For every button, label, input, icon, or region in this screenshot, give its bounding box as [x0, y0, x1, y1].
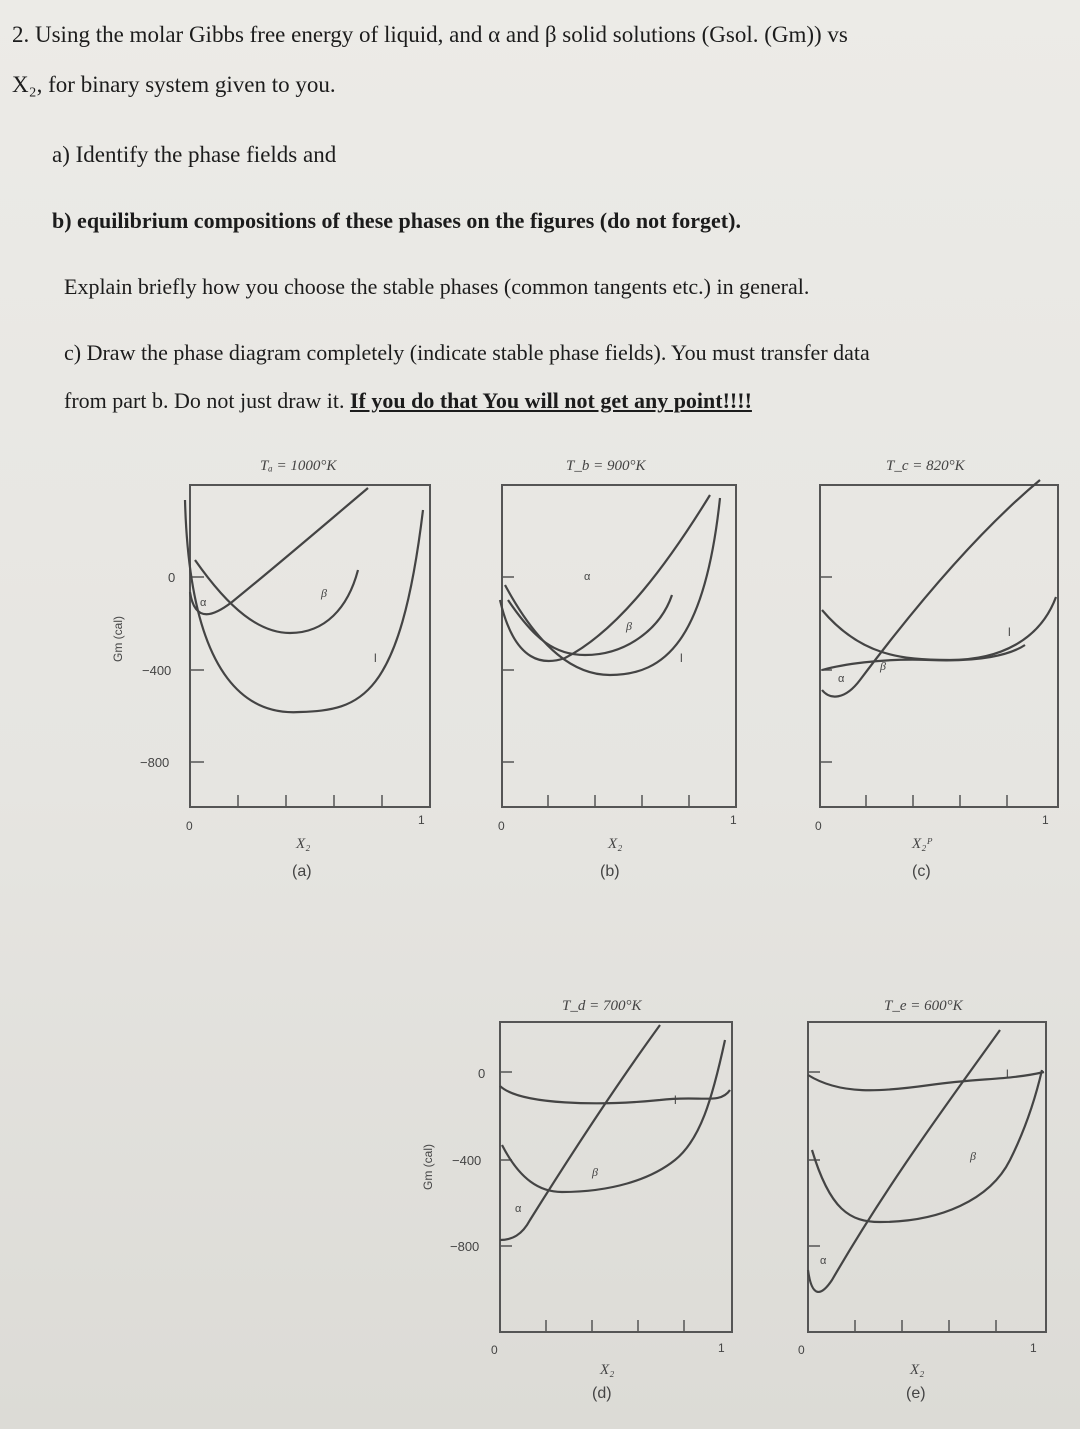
panel-c — [815, 458, 1058, 880]
panel-d-curve-alpha — [500, 1025, 660, 1240]
part-c-line-1: c) Draw the phase diagram completely (indicate stable phase fields). You must transfer data — [64, 340, 870, 365]
panel-a-y-axis-label: Gm (cal) — [111, 616, 125, 662]
panel-e-temperature: T_e = 600°K — [884, 998, 963, 1014]
panel-c-temperature: T_c = 820°K — [886, 458, 965, 474]
panel-b-x-max: 1 — [730, 813, 737, 827]
panel-c-caption: (c) — [912, 863, 931, 880]
panel-a-x-min: 0 — [186, 819, 193, 833]
question-line-1: 2. Using the molar Gibbs free energy of liquid, and α and β solid solutions (Gsol. (Gm)) vs — [12, 22, 848, 47]
panel-a-curve-beta — [195, 560, 358, 633]
panel-d-x-max: 1 — [718, 1341, 725, 1355]
panel-d-caption: (d) — [592, 1385, 612, 1402]
panel-a-y-tick-400: −400 — [142, 663, 172, 678]
panel-e — [798, 998, 1046, 1402]
panel-e-curve-beta — [812, 1070, 1042, 1222]
part-a: a) Identify the phase fields and — [52, 142, 337, 167]
panel-b-curve-beta — [508, 595, 672, 655]
panel-d-y-tick-400: −400 — [452, 1153, 482, 1168]
part-c-text: from part b. Do not just draw it. — [64, 388, 350, 413]
panel-c-label-beta: β — [880, 659, 886, 673]
explain-instruction: Explain briefly how you choose the stable phases (common tangents etc.) in general. — [64, 274, 810, 299]
panel-a-label-beta: β — [321, 586, 327, 600]
panel-c-x-max: 1 — [1042, 813, 1049, 827]
panel-b-label-liquid: l — [680, 651, 683, 665]
panel-b-frame — [502, 485, 736, 807]
panel-d-frame — [500, 1022, 732, 1332]
panel-b — [498, 458, 737, 880]
panel-b-x-axis-label: X₂ — [608, 836, 623, 852]
panel-e-caption: (e) — [906, 1385, 926, 1402]
panel-d-label-beta: β — [592, 1165, 598, 1179]
question-line-2: X₂, for binary system given to you. — [12, 72, 336, 97]
panel-a-y-tick-0: 0 — [168, 570, 176, 585]
panel-d-y-tick-800: −800 — [450, 1239, 480, 1254]
panel-c-curve-beta — [822, 645, 1025, 670]
panel-d-temperature: T_d = 700°K — [562, 998, 642, 1014]
panel-c-label-liquid: l — [1008, 625, 1011, 639]
panel-e-label-liquid: l — [1006, 1067, 1009, 1081]
panel-c-label-alpha: α — [838, 673, 845, 685]
panel-c-curve-liquid — [822, 597, 1056, 660]
panel-a-temperature: Tₐ = 1000°K — [260, 458, 337, 474]
panel-c-x-min: 0 — [815, 819, 822, 833]
panel-e-label-beta: β — [970, 1149, 976, 1163]
panel-a-label-alpha: α — [200, 597, 207, 609]
panel-c-x-axis-label: X₂ᴾ — [912, 836, 933, 852]
panel-d-label-liquid: l — [674, 1093, 677, 1107]
panel-d-label-alpha: α — [515, 1203, 522, 1215]
panel-a-curve-liquid — [185, 500, 423, 712]
panel-a-label-liquid: l — [374, 651, 377, 665]
panel-b-label-alpha: α — [584, 571, 591, 583]
panel-d-y-axis-label: Gm (cal) — [421, 1144, 435, 1190]
panel-a-x-max: 1 — [418, 813, 425, 827]
part-c-warning: If you do that You will not get any point!!!! — [349, 388, 752, 413]
panel-d-y-tick-0: 0 — [478, 1066, 486, 1081]
panel-b-caption: (b) — [600, 863, 620, 880]
panel-b-label-beta: β — [626, 619, 632, 633]
part-b: b) equilibrium compositions of these phases on the figures (do not forget). — [52, 208, 741, 233]
panel-b-temperature: T_b = 900°K — [566, 458, 646, 474]
panel-a-caption: (a) — [292, 863, 312, 880]
panel-e-label-alpha: α — [820, 1255, 827, 1267]
panel-e-x-min: 0 — [798, 1343, 805, 1357]
panel-a-y-tick-800: −800 — [140, 755, 170, 770]
panel-e-x-axis-label: X₂ — [910, 1362, 925, 1378]
panel-d-x-axis-label: X₂ — [600, 1362, 615, 1378]
panel-b-x-min: 0 — [498, 819, 505, 833]
panel-a — [111, 458, 430, 880]
panel-b-curve-liquid — [505, 498, 720, 675]
panel-e-frame — [808, 1022, 1046, 1332]
panel-a-x-axis-label: X₂ — [296, 836, 311, 852]
panel-d-curve-beta — [502, 1040, 725, 1192]
panel-d-x-min: 0 — [491, 1343, 498, 1357]
panel-e-x-max: 1 — [1030, 1341, 1037, 1355]
panel-b-curve-alpha — [500, 495, 710, 661]
panel-d — [421, 998, 732, 1402]
panel-a-curve-alpha — [190, 488, 368, 614]
